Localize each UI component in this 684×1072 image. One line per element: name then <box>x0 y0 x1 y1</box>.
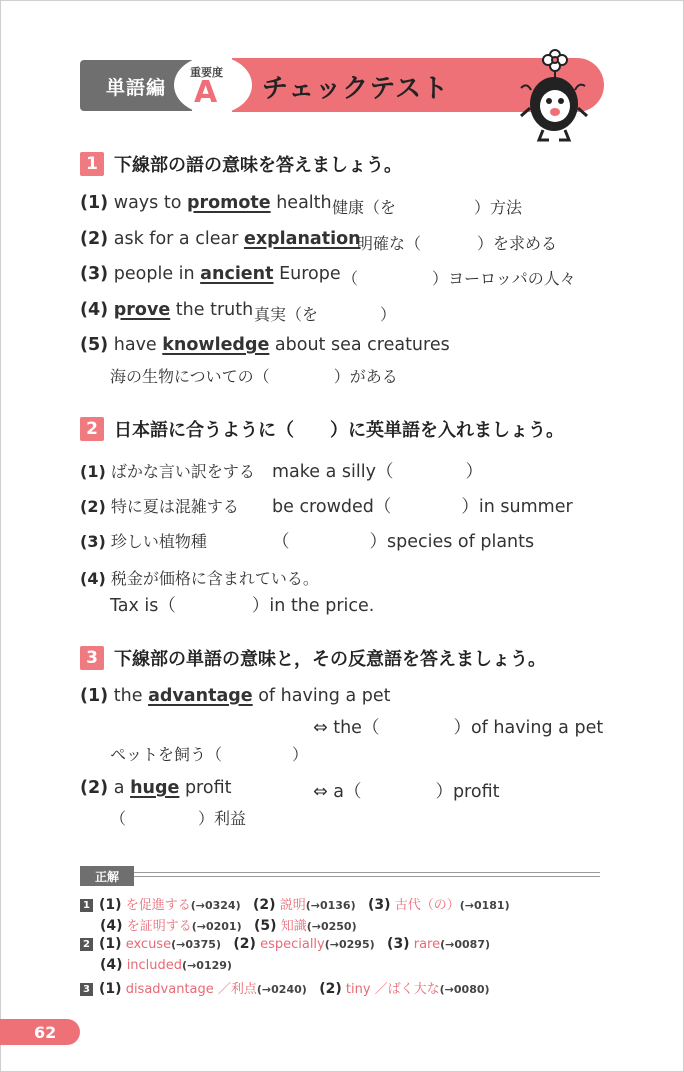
answer-line: (4) を証明する(→0201) (5) 知識(→0250) <box>100 918 357 934</box>
answer-blank: ペットを飼う（ ） <box>110 745 309 764</box>
answer-blank: （ ）species of plants <box>272 532 535 552</box>
question-2-4: (4) 税金が価格に含まれている。 <box>80 569 319 588</box>
keyword: ancient <box>200 264 274 284</box>
section-1-header <box>80 151 402 177</box>
question-1-2: (2) ask for a clear explanation <box>80 229 361 249</box>
page-title: チェックテスト <box>262 74 450 104</box>
antonym-blank: ⇔ a（ ）profit <box>313 782 500 802</box>
answer-blank: 健康（を ）方法 <box>332 198 523 217</box>
section-number: 3 <box>80 646 104 670</box>
keyword: advantage <box>148 686 253 706</box>
category-label: 単語編 <box>105 77 166 99</box>
keyword: explanation <box>243 229 361 249</box>
question-1-4: (4) prove the truth <box>80 300 254 320</box>
section-3-header <box>80 645 546 671</box>
answer-blank: be crowded（ ）in summer <box>272 497 573 517</box>
question-1-5: (5) have knowledge about sea creatures <box>80 335 450 355</box>
question-2-2: (2) 特に夏は混雑する <box>80 497 239 516</box>
antonym-blank: ⇔ the（ ）of having a pet <box>313 718 604 738</box>
question-3-2: (2) a huge profit <box>80 778 232 798</box>
keyword: huge <box>130 778 180 798</box>
importance-grade: A <box>194 75 218 110</box>
answer-blank: （ ）ヨーロッパの人々 <box>342 269 576 288</box>
answer-line: 2 (1) excuse(→0375) (2) especially(→0295) (3) rare(→0087) <box>80 936 490 952</box>
answer-blank: Tax is（ ）in the price. <box>110 596 375 616</box>
answer-section-number: 1 <box>80 899 93 912</box>
answer-blank: make a silly（ ） <box>272 462 483 482</box>
answer-blank: 真実（を ） <box>254 305 397 324</box>
question-1-1: (1) ways to promote health <box>80 193 332 213</box>
question-1-3: (3) people in ancient Europe <box>80 264 341 284</box>
answer-label: 正解 <box>80 866 134 886</box>
section-number: 2 <box>80 417 104 441</box>
keyword: prove <box>113 300 171 320</box>
section-title: 下線部の語の意味を答えましょう。 <box>114 155 402 176</box>
divider <box>134 872 600 873</box>
answer-section-number: 3 <box>80 983 93 996</box>
answer-blank: （ ）利益 <box>110 809 247 828</box>
keyword: knowledge <box>162 335 270 355</box>
answer-blank: 明確な（ ）を求める <box>357 234 558 253</box>
page-number: 62 <box>34 1023 57 1042</box>
section-title: 日本語に合うように（ ）に英単語を入れましょう。 <box>114 420 564 441</box>
answer-line: 1 (1) を促進する(→0324) (2) 説明(→0136) (3) 古代（の）(→0181) <box>80 894 510 913</box>
section-title: 下線部の単語の意味と，その反意語を答えましょう。 <box>114 649 546 670</box>
mascot-icon <box>515 46 593 142</box>
answer-line: (4) included(→0129) <box>100 957 232 973</box>
question-2-3: (3) 珍しい植物種 <box>80 532 207 551</box>
keyword: promote <box>186 193 271 213</box>
section-number: 1 <box>80 152 104 176</box>
importance-label: 重要度 <box>190 66 223 79</box>
divider <box>134 876 600 877</box>
question-3-1: (1) the advantage of having a pet <box>80 686 391 706</box>
answer-blank: 海の生物についての（ ）がある <box>110 367 398 386</box>
answer-section-number: 2 <box>80 938 93 951</box>
answer-line: 3 (1) disadvantage ／利点(→0240) (2) tiny ／ばく大な(→0080) <box>80 978 490 997</box>
section-2-header <box>80 416 564 442</box>
question-2-1: (1) ばかな言い訳をする <box>80 462 255 481</box>
